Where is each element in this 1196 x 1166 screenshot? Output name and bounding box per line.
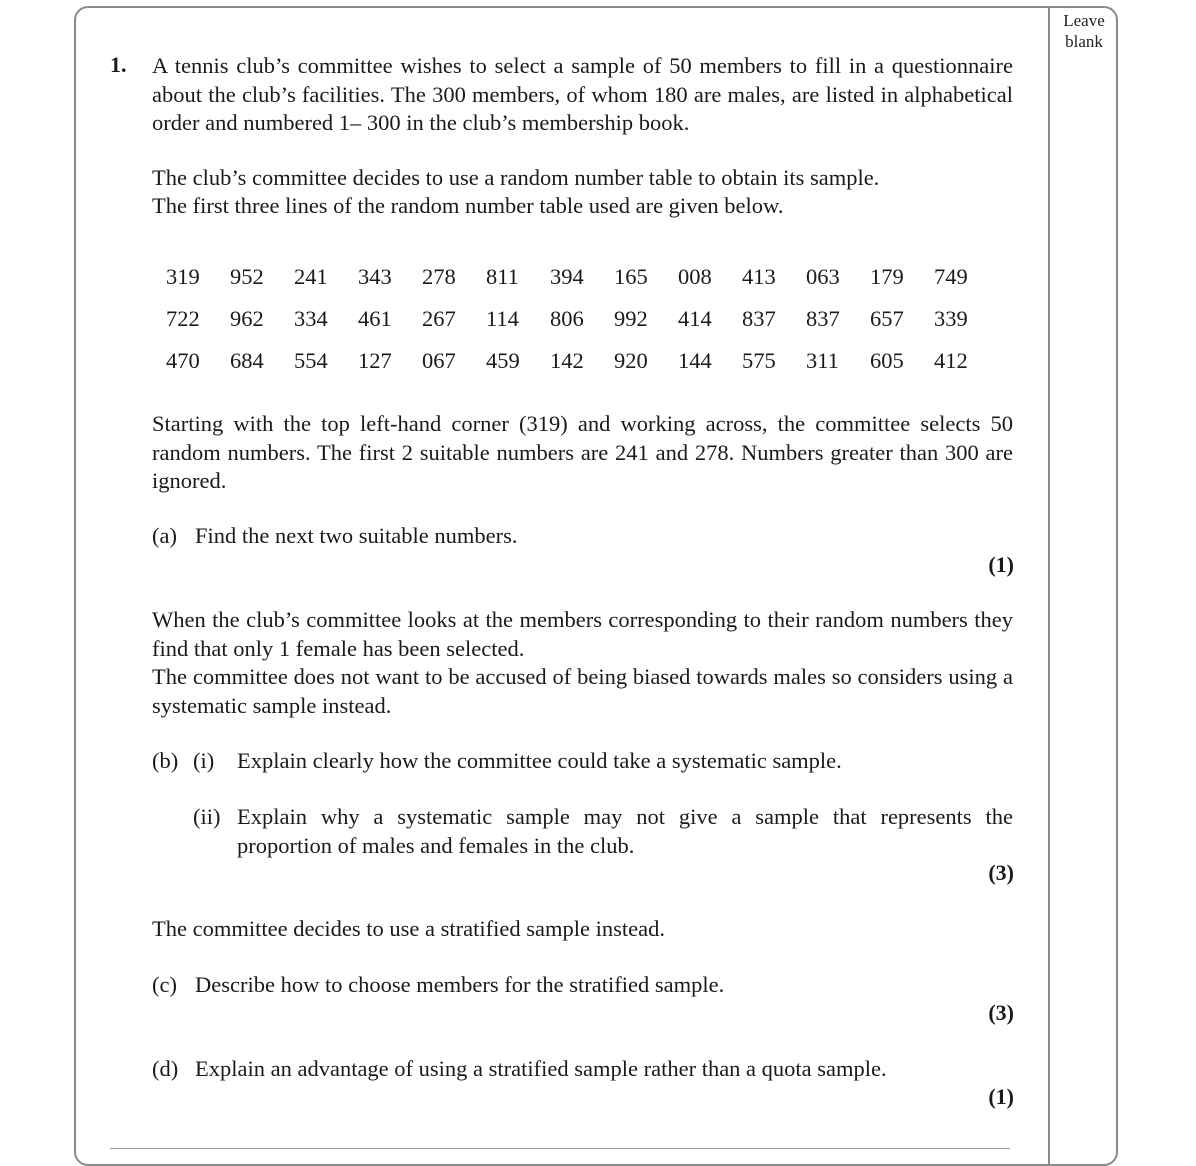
random-number-cell: 008 (678, 264, 712, 289)
random-number-cell: 394 (550, 264, 584, 289)
random-number-cell: 657 (870, 306, 904, 331)
random-number-cell: 343 (358, 264, 392, 289)
random-number-cell: 142 (550, 348, 584, 373)
part-d-label: (d) (152, 1056, 179, 1081)
random-number-cell: 319 (166, 264, 200, 289)
part-b-ii-label: (ii) (193, 804, 221, 829)
random-number-cell: 952 (230, 264, 264, 289)
part-c-marks: (3) (988, 1000, 1014, 1025)
random-number-cell: 165 (614, 264, 648, 289)
random-number-cell: 920 (614, 348, 648, 373)
leave-blank-label (1052, 10, 1116, 52)
random-number-cell: 339 (934, 306, 968, 331)
part-a-text: Find the next two suitable numbers. (195, 523, 518, 548)
part-c-text: Describe how to choose members for the stratified sample. (195, 972, 725, 997)
part-a-label: (a) (152, 523, 177, 548)
random-number-cell: 267 (422, 306, 456, 331)
random-number-cell: 722 (166, 306, 200, 331)
random-number-table (166, 256, 998, 382)
random-number-cell: 459 (486, 348, 520, 373)
leave-blank-line1: Leave (1063, 11, 1105, 30)
random-number-cell: 413 (742, 264, 776, 289)
question-number: 1. (110, 52, 127, 77)
random-number-row (166, 298, 998, 340)
random-number-cell: 334 (294, 306, 328, 331)
part-d-marks: (1) (988, 1084, 1014, 1109)
part-b-context-1: When the club’s committee looks at the members corresponding to their random numbers they find that only 1 female has been selected. (152, 607, 1013, 661)
random-number-cell: 179 (870, 264, 904, 289)
selection-instructions: Starting with the top left-hand corner (319) and working across, the committee selects 50 random numbers. The first 2 suitable numbers are 241 and 278. Numbers greater than 300 are ignored. (152, 411, 1013, 493)
part-b-ii (193, 803, 1013, 863)
part-c-label: (c) (152, 972, 177, 997)
random-number-cell: 114 (486, 306, 519, 331)
random-number-cell: 461 (358, 306, 392, 331)
random-number-cell: 962 (230, 306, 264, 331)
random-number-cell: 605 (870, 348, 904, 373)
part-b-context-2: The committee does not want to be accused of being biased towards males so considers using a systematic sample instead. (152, 664, 1013, 718)
random-number-cell: 063 (806, 264, 840, 289)
margin-divider (1048, 6, 1050, 1166)
random-number-cell: 992 (614, 306, 648, 331)
part-b-marks: (3) (988, 860, 1014, 885)
table-intro-line1: The club’s committee decides to use a random number table to obtain its sample. (152, 165, 880, 190)
part-c-context: The committee decides to use a stratified sample instead. (152, 916, 665, 941)
part-d (152, 1055, 1013, 1085)
random-number-cell: 837 (806, 306, 840, 331)
answer-rule (110, 1148, 1010, 1149)
random-number-row (166, 256, 998, 298)
leave-blank-line2: blank (1065, 32, 1103, 51)
random-number-row (166, 340, 998, 382)
part-b-ii-text: Explain why a systematic sample may not give a sample that represents the proportion of males and females in the club. (237, 804, 1013, 858)
table-intro-line2: The first three lines of the random number table used are given below. (152, 193, 784, 218)
random-number-cell: 811 (486, 264, 519, 289)
part-a (152, 522, 1013, 552)
random-number-cell: 806 (550, 306, 584, 331)
random-number-cell: 684 (230, 348, 264, 373)
part-b-i-text: Explain clearly how the committee could take a systematic sample. (237, 748, 842, 773)
random-number-cell: 749 (934, 264, 968, 289)
part-a-marks: (1) (988, 552, 1014, 577)
question-intro: A tennis club’s committee wishes to select a sample of 50 members to fill in a questionnaire about the club’s facilities. The 300 members, of whom 180 are males, are listed in alphabetical order and numbered 1– 300 in the club’s membership book. (152, 53, 1013, 135)
random-number-cell: 414 (678, 306, 712, 331)
random-number-cell: 127 (358, 348, 392, 373)
part-b-i (152, 747, 1013, 777)
random-number-cell: 278 (422, 264, 456, 289)
random-number-cell: 241 (294, 264, 328, 289)
part-b-i-label: (i) (193, 748, 215, 773)
part-d-text: Explain an advantage of using a stratified sample rather than a quota sample. (195, 1056, 887, 1081)
random-number-cell: 144 (678, 348, 712, 373)
part-b-label: (b) (152, 748, 179, 773)
random-number-cell: 575 (742, 348, 776, 373)
random-number-cell: 412 (934, 348, 968, 373)
random-number-cell: 470 (166, 348, 200, 373)
random-number-cell: 837 (742, 306, 776, 331)
part-c (152, 971, 1013, 1001)
random-number-cell: 067 (422, 348, 456, 373)
random-number-cell: 554 (294, 348, 328, 373)
random-number-cell: 311 (806, 348, 839, 373)
